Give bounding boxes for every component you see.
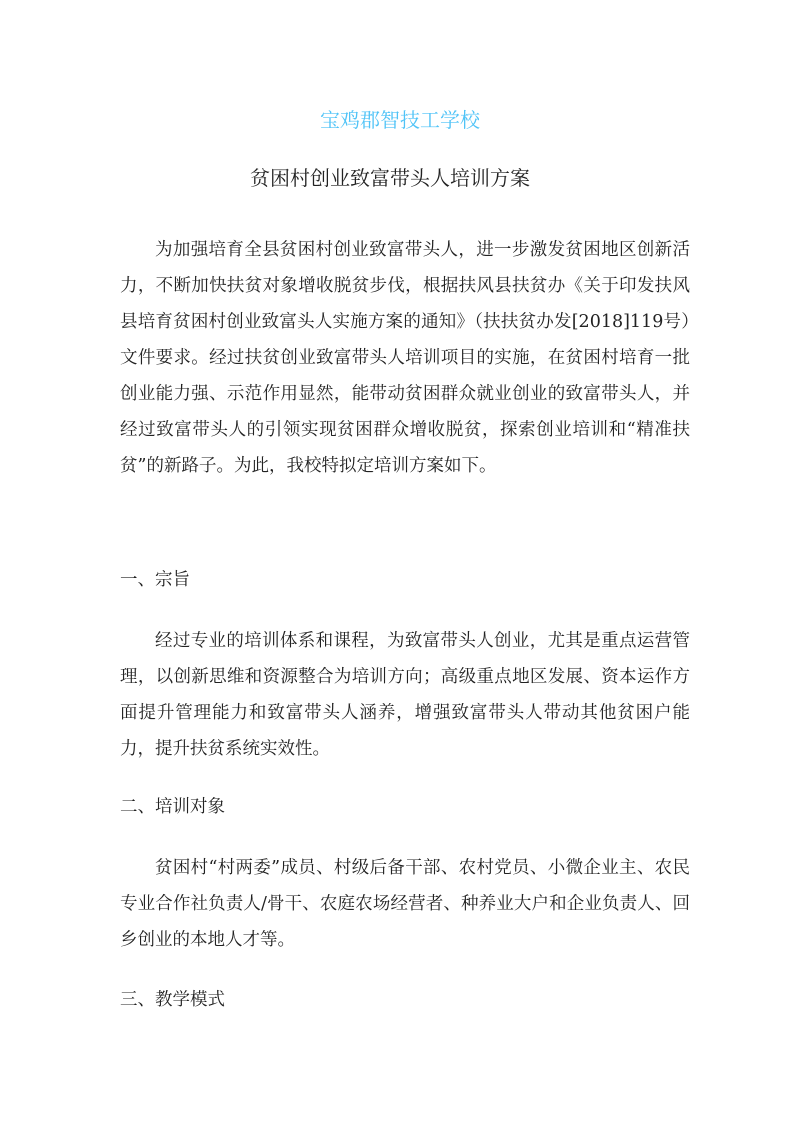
document-title: 贫困村创业致富带头人培训方案: [250, 166, 530, 190]
section-body-trainees: 贫困村“村两委”成员、村级后备干部、农村党员、小微企业主、农民专业合作社负责人/骨干、农庭农场经营者、种养业大户和企业负责人、回乡创业的本地人才等。: [120, 858, 690, 950]
section-body-purpose: 经过专业的培训体系和课程，为致富带头人创业，尤其是重点运营管理，以创新思维和资源整合为培训方向；高级重点地区发展、资本运作方面提升管理能力和致富带头人涵养，增强致富带头人带动其他贫困户能力，提升扶贫系统实效性。: [120, 631, 690, 759]
section-heading-teaching-mode: 三、教学模式: [120, 990, 225, 1010]
school-name-title: 宝鸡郡智技工学校: [320, 108, 480, 132]
section-heading-trainees: 二、培训对象: [120, 797, 225, 817]
section-heading-purpose: 一、宗旨: [120, 570, 190, 590]
intro-paragraph: 为加强培育全县贫困村创业致富带头人，进一步激发贫困地区创新活力，不断加快扶贫对象增收脱贫步伐，根据扶风县扶贫办《关于印发扶风县培育贫困村创业致富头人实施方案的通知》（扶扶贫办发[2018]119号）文件要求。经过扶贫创业致富带头人培训项目的实施，在贫困村培育一批创业能力强、示范作用显然，能带动贫困群众就业创业的致富带头人，并经过致富带头人的引领实现贫困群众增收脱贫，探索创业培训和“精准扶贫”的新路子。为此，我校特拟定培训方案如下。: [120, 240, 690, 476]
